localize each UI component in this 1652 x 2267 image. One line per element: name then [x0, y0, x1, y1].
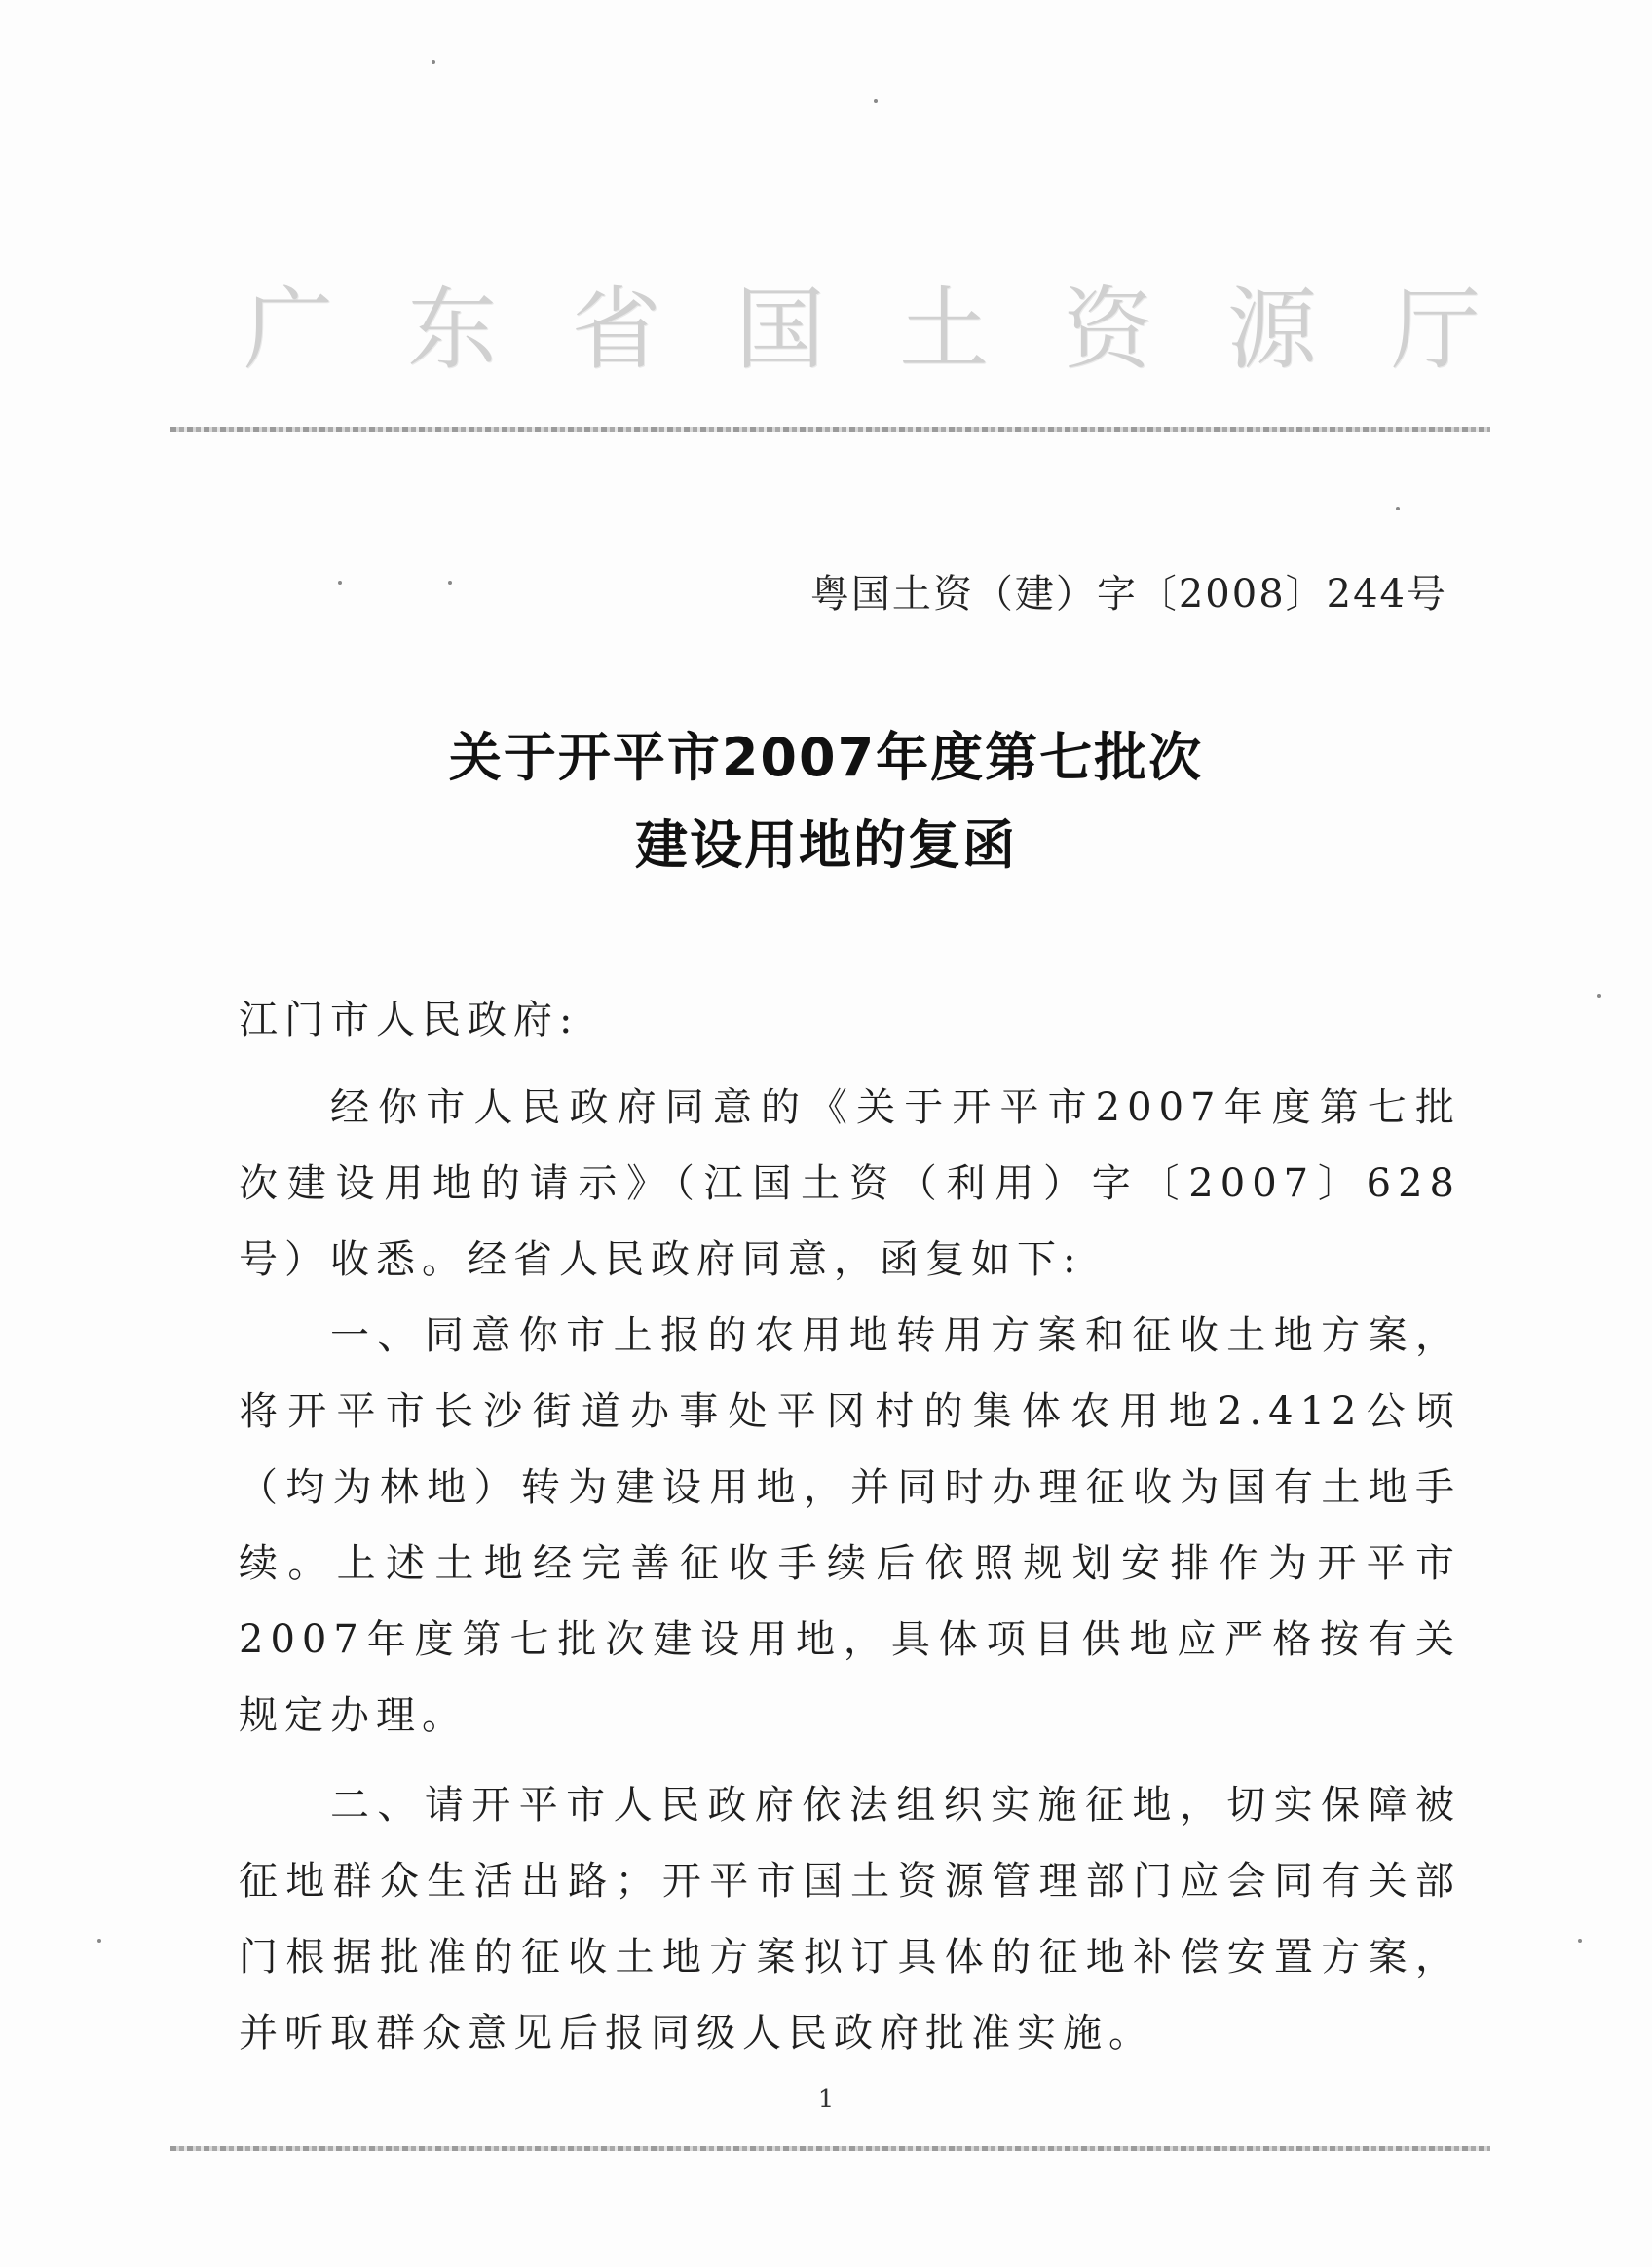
document-title-line1: 关于开平市2007年度第七批次	[448, 727, 1204, 788]
scan-speck	[448, 581, 452, 585]
letterhead-char: 省	[571, 278, 661, 382]
letter-body	[239, 982, 1461, 2071]
letterhead-char: 东	[407, 278, 498, 382]
scan-speck	[338, 581, 342, 585]
document-title-line2: 建设用地的复函	[635, 814, 1017, 876]
scan-speck	[874, 99, 878, 103]
letterhead-char: 源	[1226, 278, 1317, 382]
letterhead-char: 土	[899, 278, 990, 382]
page-number: 1	[817, 2085, 835, 2114]
salutation: 江门市人民政府:	[239, 998, 580, 1042]
letterhead-char: 资	[1063, 278, 1153, 382]
paragraph-3: 二、请开平市人民政府依法组织实施征地，切实保障被征地群众生活出路；开平市国土资源管理部门应会同有关部门根据批准的征收土地方案拟订具体的征地补偿安置方案，并听取群众意见后报同级人民政府批准实施。	[239, 1783, 1461, 2056]
paragraph-2: 一、同意你市上报的农用地转用方案和征收土地方案，将开平市长沙街道办事处平冈村的集体农用地2.412公顷（均为林地）转为建设用地，并同时办理征收为国有土地手续。上述土地经完善征收手续后依照规划安排作为开平市2007年度第七批次建设用地，具体项目供地应严格按有关规定办理。	[239, 1313, 1461, 1738]
letterhead-char: 厅	[1390, 278, 1481, 382]
letterhead-divider	[170, 427, 1490, 432]
scan-speck	[97, 1939, 101, 1943]
letterhead-char: 广	[244, 278, 334, 382]
scan-speck	[1396, 507, 1400, 510]
letterhead	[244, 258, 1481, 387]
scan-speck	[432, 60, 435, 64]
scan-speck	[1578, 1939, 1582, 1943]
letterhead-char: 国	[734, 278, 825, 382]
paragraph-1: 经你市人民政府同意的《关于开平市2007年度第七批次建设用地的请示》（江国土资（利用）字〔2007〕628号）收悉。经省人民政府同意，函复如下:	[239, 1085, 1461, 1282]
footer-divider	[170, 2146, 1490, 2151]
document-number: 粤国土资（建）字〔2008〕244号	[809, 572, 1447, 617]
scan-speck	[1597, 994, 1601, 998]
